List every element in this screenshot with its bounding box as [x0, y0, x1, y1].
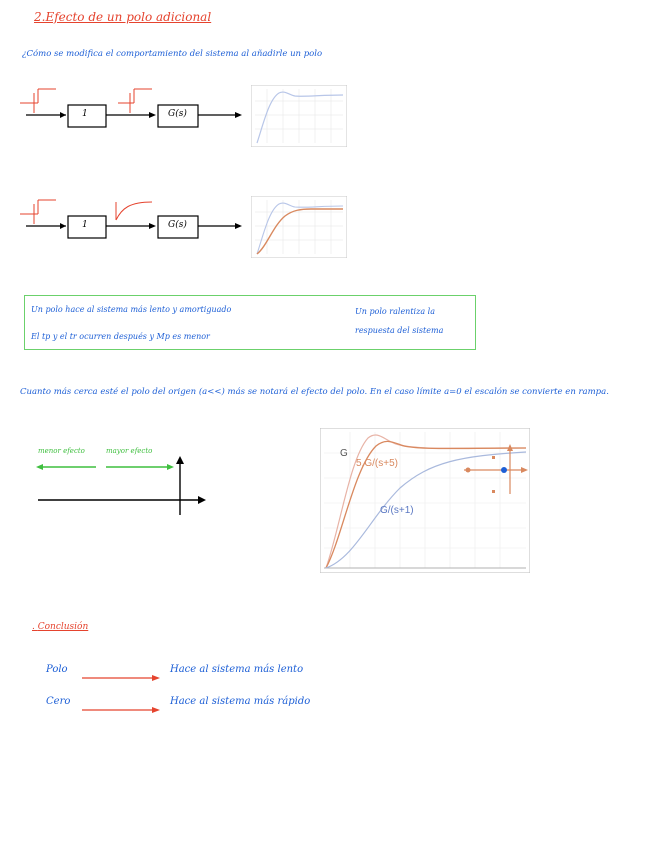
plot-label-g5: 5.G/(s+5) — [356, 458, 398, 469]
pole-axis-sketch — [30, 445, 220, 520]
arrow-polo — [82, 668, 162, 678]
label-menor-efecto: menor efecto — [38, 447, 85, 455]
block2-label: G(s) — [168, 220, 187, 230]
summary-side-2: respuesta del sistema — [355, 326, 444, 335]
section-title: 2.Efecto de un polo adicional — [34, 10, 212, 24]
block1-label: 1 — [82, 109, 88, 119]
question-text: ¿Cómo se modifica el comportamiento del sistema al añadirle un polo — [22, 49, 323, 59]
step-response-plot-2 — [251, 196, 347, 258]
plot-label-g1: G/(s+1) — [380, 505, 414, 516]
step-response-plot-1 — [251, 85, 347, 147]
summary-side-1: Un polo ralentiza la — [355, 307, 435, 316]
summary-line-2: El tp y el tr ocurren después y Mp es menor — [31, 332, 210, 341]
conclusion-label-cero: Cero — [46, 696, 71, 707]
comparison-plot — [320, 428, 530, 573]
block2-label: G(s) — [168, 109, 187, 119]
conclusion-text-polo: Hace al sistema más lento — [170, 664, 304, 675]
conclusion-title-text: Conclusión — [37, 622, 89, 632]
summary-line-1: Un polo hace al sistema más lento y amortiguado — [31, 305, 232, 314]
explanation-paragraph: Cuanto más cerca esté el polo del origen (a<<) más se notará el efecto del polo. En el caso límite a=0 el escalón se convierte en rampa. — [20, 387, 609, 397]
block-diagram-2 — [18, 196, 248, 256]
block-diagram-1 — [18, 85, 248, 145]
label-mayor-efecto: mayor efecto — [106, 447, 153, 455]
block1-label: 1 — [82, 220, 88, 230]
arrow-cero — [82, 700, 162, 710]
plot-label-g: G — [340, 448, 348, 459]
conclusion-label-polo: Polo — [46, 664, 68, 675]
conclusion-text-cero: Hace al sistema más rápido — [170, 696, 311, 707]
summary-box — [24, 295, 476, 350]
conclusion-title: . Conclusión — [32, 622, 89, 632]
